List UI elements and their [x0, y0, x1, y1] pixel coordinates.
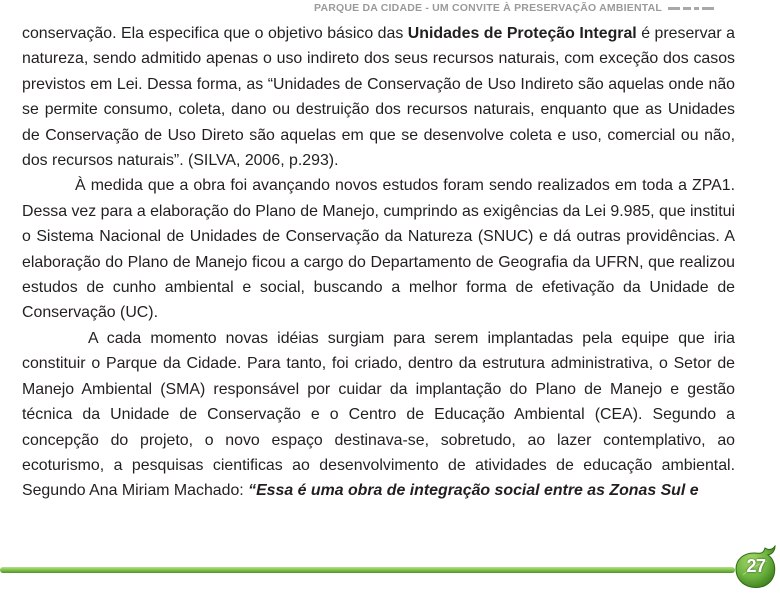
paragraph-1-text-after: é preservar a natureza, sendo admitido apenas o uso indireto dos seus recursos naturais, com exceção dos casos previstos em Lei. Dessa forma, as “Unidades de Conservação de Uso Indireto são aquelas onde não se permite consumo, coleta, dano ou destruição dos recursos naturais, enquanto que as Unidades de Conservação de Uso Direto são aquelas em que se desenvolve coleta e uso, comercial ou não, dos recursos naturais”. (SILVA, 2006, p.293).	[22, 25, 735, 170]
paragraph-1-text-before: conservação. Ela especifica que o objetivo básico das	[22, 25, 408, 42]
footer-line	[0, 566, 735, 574]
paragraph-3	[22, 326, 735, 504]
page-number: 27	[746, 556, 766, 576]
paragraph-1	[22, 21, 735, 173]
paragraph-2-text: À medida que a obra foi avançando novos estudos foram sendo realizados em toda a ZPA1. Dessa vez para a elaboração do Plano de Manejo, cumprindo as exigências da Lei 9.985, que institui o Sistema Nacional de Unidades de Conservação da Natureza (SNUC) e dá outras providências. A elaboração do Plano de Manejo ficou a cargo do Departamento de Geografia da UFRN, que realizou estudos de cunho ambiental e social, buscando a melhor forma de efetivação da Unidade de Conservação (UC).	[22, 177, 735, 322]
body-text	[22, 21, 735, 504]
paragraph-2	[22, 173, 735, 325]
paragraph-1-bold-term: Unidades de Proteção Integral	[407, 25, 637, 42]
paragraph-3-quote: “Essa é uma obra de integração social entre as Zonas Sul e	[248, 482, 699, 500]
header-ornament	[668, 7, 714, 10]
running-header: PARQUE DA CIDADE - UM CONVITE À PRESERVAÇÃO AMBIENTAL	[314, 2, 662, 14]
paragraph-3-text: A cada momento novas idéias surgiam para serem implantadas pela equipe que iria constituir o Parque da Cidade. Para tanto, foi criado, dentro da estrutura administrativa, o Setor de Manejo Ambiental (SMA) responsável por cuidar da implantação do Plano de Manejo e gestão técnica da Unidade de Conservação e o Centro de Educação Ambiental (CEA). Segundo a concepção do projeto, o novo espaço destinava-se, sobretudo, ao lazer contemplativo, ao ecoturismo, a pesquisas cientificas ao desenvolvimento de atividades de educação ambiental. Segundo Ana Miriam Machado:	[22, 329, 735, 500]
